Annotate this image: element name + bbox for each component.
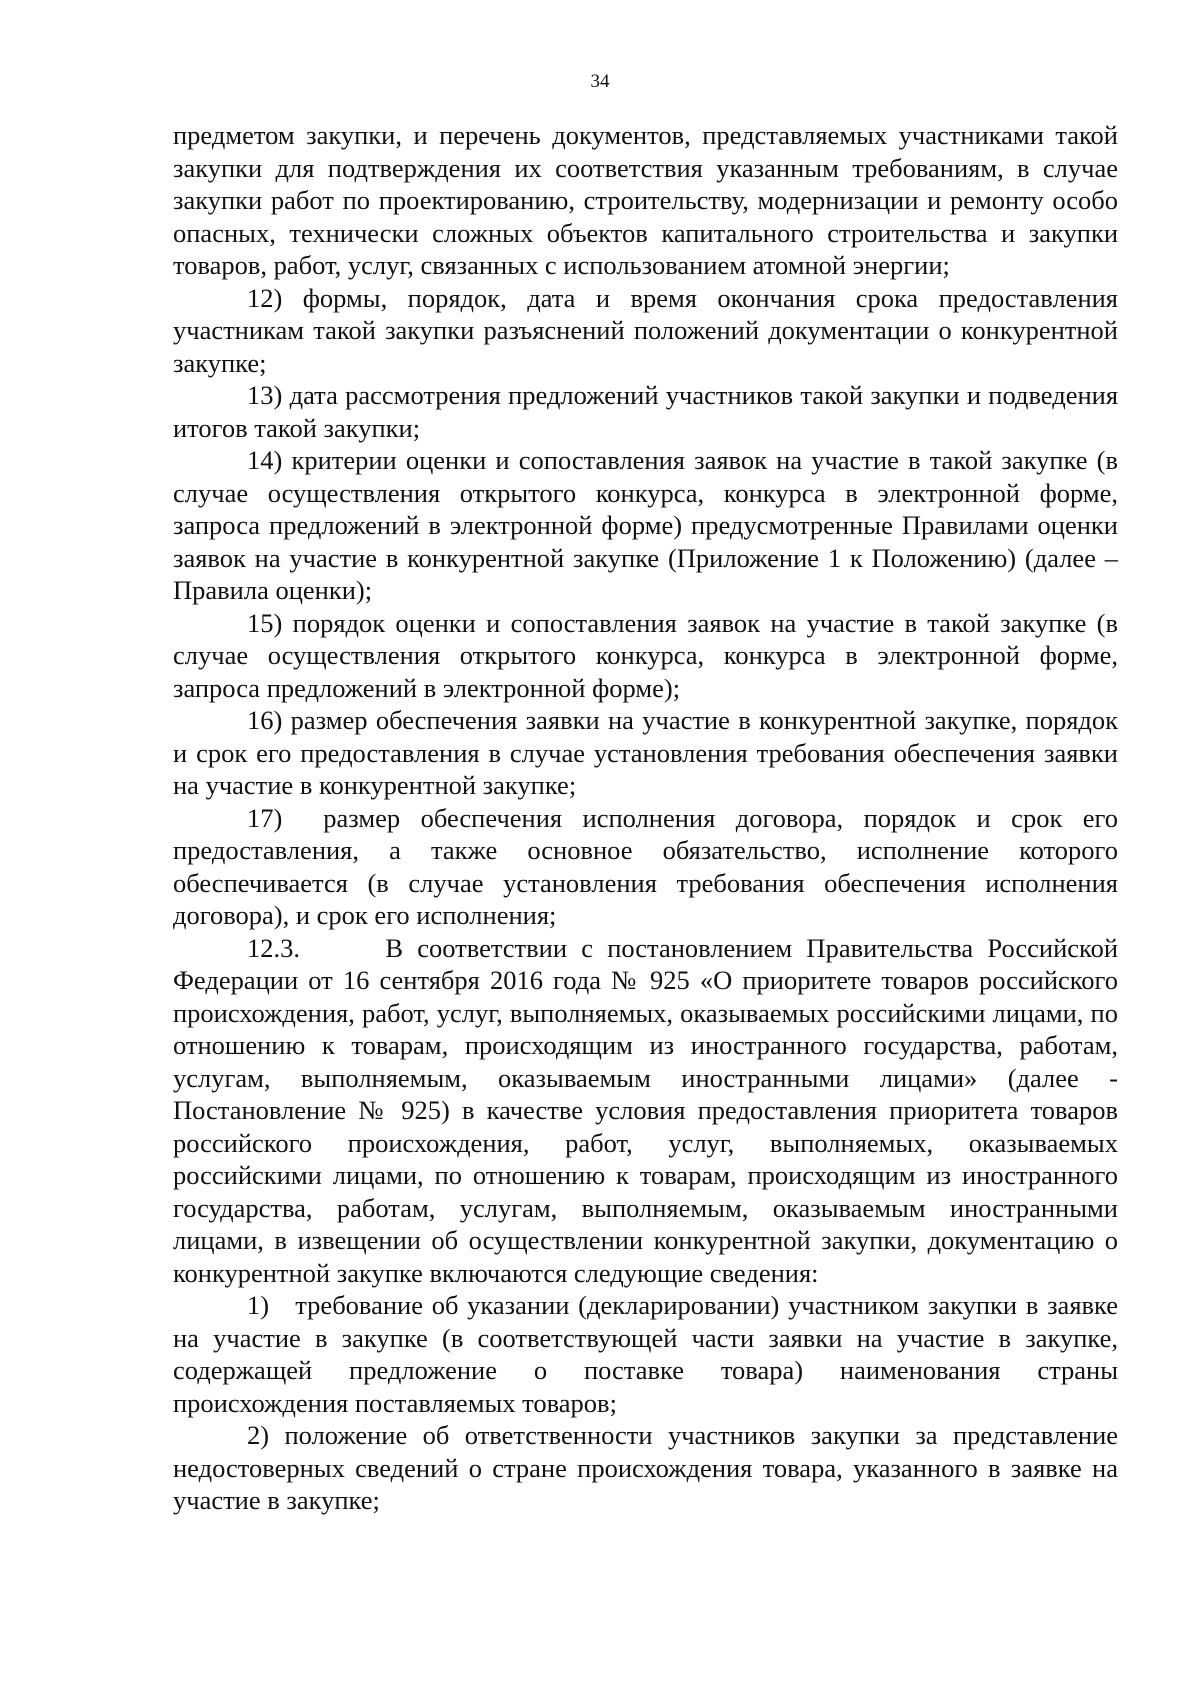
section-number: 12.3. — [247, 932, 300, 963]
list-item-text: размер обеспечения заявки на участие в конкурентной закупке, порядок и срок его предоставления в случае установления требования обеспечения заявки на участие в конкурентной закупке; — [173, 705, 1118, 800]
list-item-12 — [173, 282, 1118, 380]
sublist-item-1 — [173, 1289, 1118, 1419]
list-item-number: 1) — [247, 1290, 270, 1320]
list-item-14 — [173, 444, 1118, 607]
document-body — [173, 119, 1118, 1517]
list-item-number: 13) — [247, 380, 283, 410]
section-text: В соответствии с постановлением Правительства Российской Федерации от 16 сентября 2016 года № 925 «О приоритете товаров российского происхождения, работ, услуг, выполняемых, оказываемых российскими лицами, по отношению к товарам, происходящим из иностранного государства, работам, услугам, выполняемым, оказываемым иностранными лицами» (далее - Постановление № 925) в качестве условия предоставления приоритета товаров российского происхождения, работ, услуг, выполняемых, оказываемых российскими лицами, по отношению к товарам, происходящим из иностранного государства, работам, услугам, выполняемым, оказываемым иностранными лицами, в извещении об осуществлении конкурентной закупки, документацию о конкурентной закупке включаются следующие сведения: — [173, 932, 1119, 1288]
list-item-text: положение об ответственности участников закупки за представление недостоверных сведений о стране происхождения товара, указанного в заявке на участие в закупке; — [173, 1420, 1119, 1515]
paragraph-text: предметом закупки, и перечень документов, представляемых участниками такой закупки для подтверждения их соответствия указанным требованиям, в случае закупки работ по проектированию, строительству, модернизации и ремонту особо опасных, технически сложных объектов капитального строительства и закупки товаров, работ, услуг, связанных с использованием атомной энергии; — [173, 120, 1118, 280]
page-number: 34 — [590, 71, 610, 92]
paragraph-continuation — [173, 119, 1118, 282]
list-item-number: 14) — [247, 445, 283, 475]
list-item-text: дата рассмотрения предложений участников такой закупки и подведения итогов такой закупки; — [173, 380, 1119, 443]
list-item-text: требование об указании (декларировании) участником закупки в заявке на участие в закупке (в соответствующей части заявки на участие в закупке, содержащей предложение о поставке товара) наименования страны происхождения поставляемых товаров; — [173, 1290, 1118, 1418]
list-item-13 — [173, 379, 1118, 444]
list-item-text: критерии оценки и сопоставления заявок на участие в такой закупке (в случае осуществления открытого конкурса, конкурса в электронной форме, запроса предложений в электронной форме) предусмотренные Правилами оценки заявок на участие в конкурентной закупке (Приложение 1 к Положению) (далее – Правила оценки); — [173, 445, 1119, 605]
list-item-text: формы, порядок, дата и время окончания срока предоставления участникам такой закупки разъяснений положений документации о конкурентной закупке; — [173, 282, 1118, 378]
list-item-text: порядок оценки и сопоставления заявок на участие в такой закупке (в случае осуществления открытого конкурса, конкурса в электронной форме, запроса предложений в электронной форме); — [173, 607, 1119, 703]
list-item-15 — [173, 607, 1118, 705]
list-item-number: 17) — [247, 802, 283, 833]
section-12-3 — [173, 932, 1118, 1290]
list-item-number: 15) — [247, 607, 283, 638]
list-item-number: 16) — [247, 705, 283, 735]
list-item-17 — [173, 802, 1118, 932]
list-item-text: размер обеспечения исполнения договора, порядок и срок его предоставления, а также основное обязательство, исполнение которого обеспечивается (в случае установления требования обеспечения исполнения договора), и срок его исполнения; — [173, 802, 1118, 930]
list-item-number: 12) — [247, 282, 283, 313]
sublist-item-2 — [173, 1419, 1118, 1517]
list-item-number: 2) — [247, 1420, 270, 1450]
list-item-16 — [173, 704, 1118, 802]
